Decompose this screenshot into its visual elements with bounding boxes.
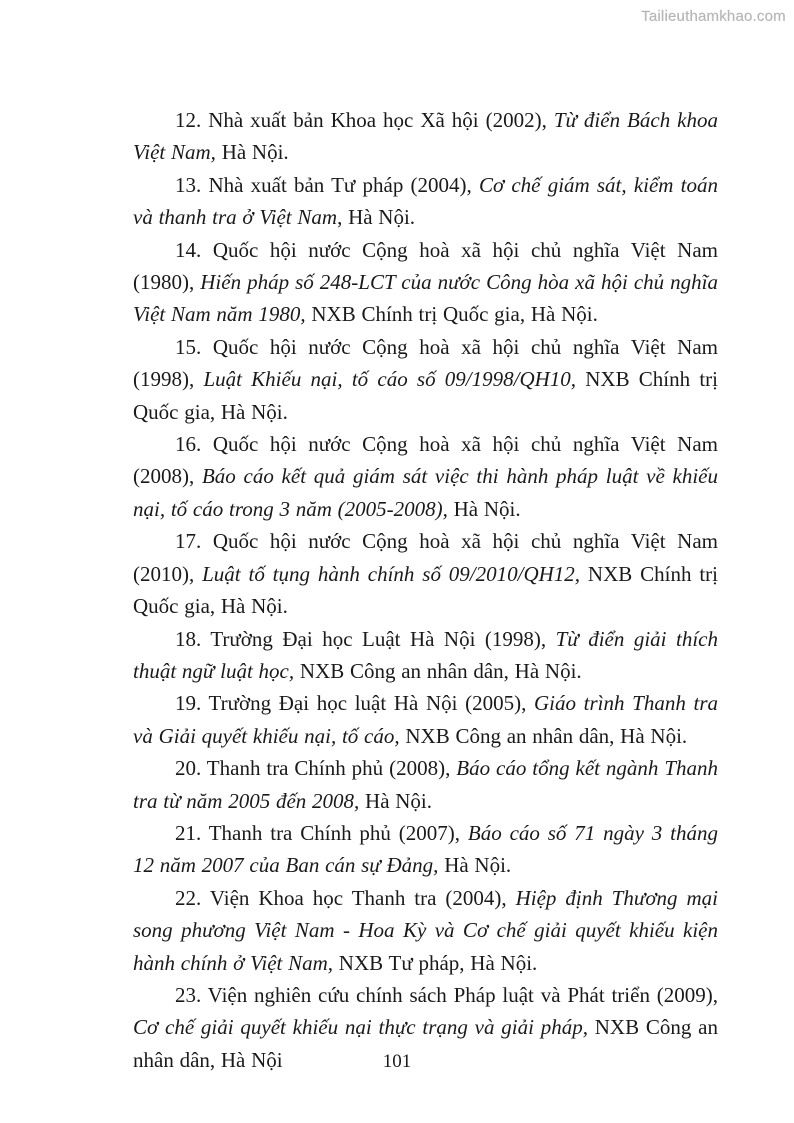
work-title: Từ điển giải thích thuật ngữ luật học,	[133, 626, 718, 683]
entry-text: 15. Quốc hội nước Cộng hoà xã hội chủ nghĩa Việt Nam (1998),	[133, 334, 718, 392]
bibliography-entry	[133, 525, 718, 622]
entry-text: 18. Trường Đại học Luật Hà Nội (1998),	[175, 626, 556, 651]
entry-text: Hà Nội.	[447, 496, 521, 521]
work-title: Luật tố tụng hành chính số 09/2010/QH12,	[202, 561, 581, 586]
work-title: Giáo trình Thanh tra và Giải quyết khiếu nại, tố cáo,	[133, 691, 718, 748]
entry-text: Hà Nội.	[359, 788, 433, 813]
bibliography-entry	[133, 687, 718, 752]
bibliography-entry	[133, 752, 718, 817]
entry-text: 21. Thanh tra Chính phủ (2007),	[175, 820, 468, 845]
entry-text: NXB Công an nhân dân, Hà Nội	[133, 1015, 718, 1072]
entry-text: NXB Chính trị Quốc gia, Hà Nội.	[305, 302, 598, 327]
bibliography-entry	[133, 104, 718, 169]
entry-text: 14. Quốc hội nước Cộng hoà xã hội chủ nghĩa Việt Nam (1980),	[133, 237, 718, 295]
bibliography-entry	[133, 169, 718, 234]
entry-text: 23. Viện nghiên cứu chính sách Pháp luật và Phát triển (2009),	[175, 982, 718, 1007]
entry-text: NXB Tư pháp, Hà Nội.	[333, 950, 538, 975]
entry-text: Hà Nội.	[215, 140, 289, 165]
work-title: Báo cáo tổng kết ngành Thanh tra từ năm 2005 đến 2008,	[133, 756, 718, 813]
bibliography-entry	[133, 428, 718, 525]
bibliography-entry	[133, 882, 718, 979]
work-title: Báo cáo kết quả giám sát việc thi hành pháp luật về khiếu nại, tố cáo trong 3 năm (2005-2008),	[133, 464, 718, 521]
entry-text: 16. Quốc hội nước Cộng hoà xã hội chủ nghĩa Việt Nam (2008),	[133, 432, 718, 489]
entry-text: NXB Chính trị Quốc gia, Hà Nội.	[133, 367, 718, 424]
work-title: Từ điển Bách khoa Việt Nam,	[133, 108, 718, 165]
work-title: Hiệp định Thương mại song phương Việt Nam - Hoa Kỳ và Cơ chế giải quyết khiếu kiện hành chính ở Việt Nam,	[133, 885, 718, 975]
bibliography-entry	[133, 331, 718, 428]
entry-text: , Hà Nội.	[337, 205, 416, 230]
bibliography-list	[133, 104, 718, 1076]
work-title: Cơ chế giải quyết khiếu nại thực trạng và giải pháp,	[133, 1015, 588, 1040]
watermark: Tailieuthamkhao.com	[641, 8, 786, 25]
entry-text: 12. Nhà xuất bản Khoa học Xã hội (2002),	[175, 108, 554, 132]
work-title: Luật Khiếu nại, tố cáo số 09/1998/QH10,	[203, 367, 577, 392]
entry-text: NXB Công an nhân dân, Hà Nội.	[399, 723, 688, 748]
entry-text: NXB Công an nhân dân, Hà Nội.	[294, 658, 582, 683]
work-title: Báo cáo số 71 ngày 3 tháng 12 năm 2007 của Ban cán sự Đảng,	[133, 820, 718, 878]
work-title: Cơ chế giám sát, kiểm toán và thanh tra ở Việt Nam	[133, 172, 718, 230]
entry-text: 17. Quốc hội nước Cộng hoà xã hội chủ nghĩa Việt Nam (2010),	[133, 529, 718, 586]
entry-text: 22. Viện Khoa học Thanh tra (2004),	[175, 885, 516, 910]
bibliography-entry	[133, 623, 718, 688]
entry-text: 20. Thanh tra Chính phủ (2008),	[175, 756, 457, 781]
work-title: Hiến pháp số 248-LCT của nước Công hòa xã hội chủ nghĩa Việt Nam năm 1980,	[133, 270, 718, 327]
entry-text: 19. Trường Đại học luật Hà Nội (2005),	[175, 691, 535, 716]
entry-text: Hà Nội.	[438, 853, 512, 878]
entry-text: NXB Chính trị Quốc gia, Hà Nội.	[133, 561, 718, 619]
page-number: 101	[382, 1051, 412, 1072]
bibliography-entry	[133, 817, 718, 882]
bibliography-entry	[133, 234, 718, 331]
entry-text: 13. Nhà xuất bản Tư pháp (2004),	[175, 172, 479, 197]
